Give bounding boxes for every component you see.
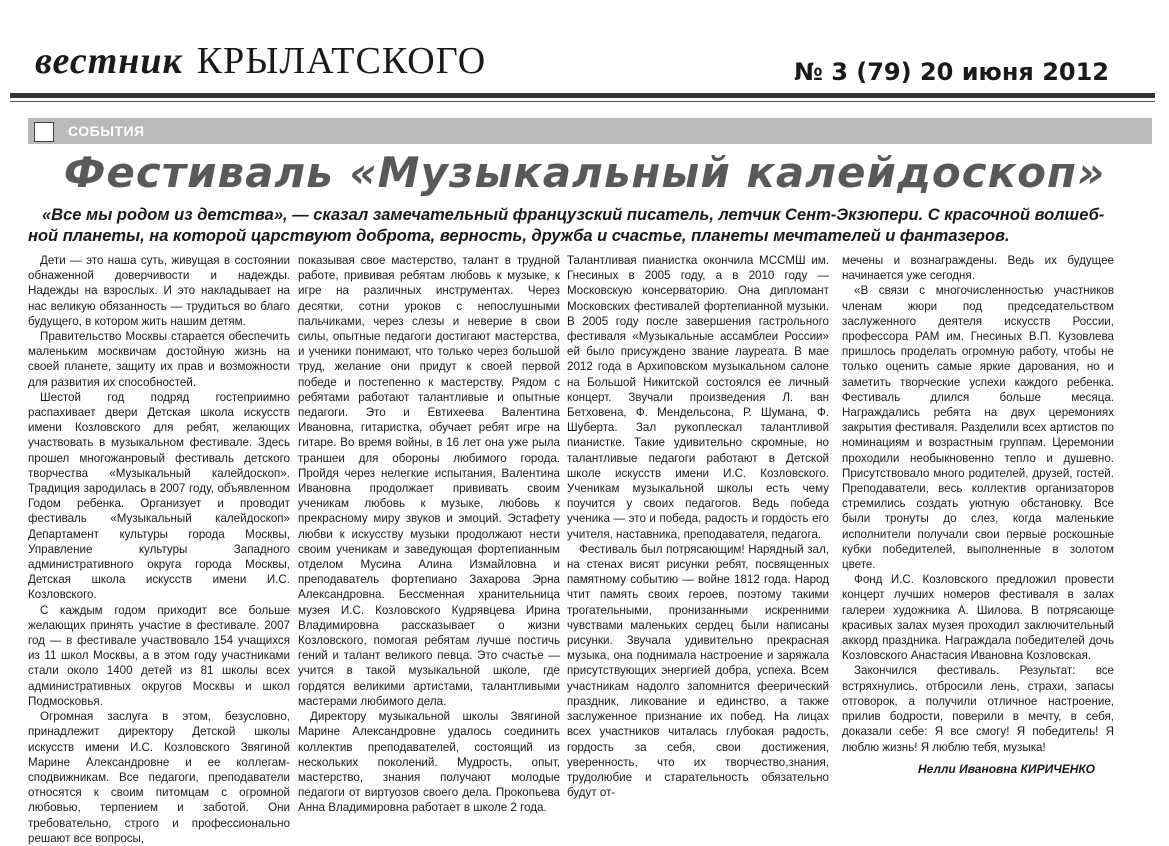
article-column-3 [567,253,829,813]
paragraph: «В связи с многочисленностью участников членам жюри под председательством заслуженного деятеля искусств России, профессора РАМ им. Гнесиных В.П. Кузовлева пришлось проделать огромную работу, чтобы не только оценить самые яркие дарования, но и заметить творческие успехи каждого ребенка. Фестиваль длился больше месяца. Награждались ребята на двух церемониях закрытия фестиваля. Разделили всех артистов по номинациям и возрастным группам. Церемонии проходили необыкновенно тепло и душевно. Присутствовало много родителей, друзей, гостей. Преподаватели, весь коллектив организаторов стремились создать уютную обстановку. Все были тронуты до слез, когда маленькие исполнители получали свои первые роскошные кубки победителей, выполненные в золотом цвете. [842,284,1114,572]
article-column-4 [842,253,1114,813]
paragraph: Огромная заслуга в этом, безусловно, принадлежит директору Детской школы искусств имени И.С. Козловского Звягиной Марине Александровне и ее коллегам-сподвижникам. Все педагоги, преподаватели относятся к своим питомцам с огромной любовью, терпением и заботой. Они требовательно, строго и профессионально решают все вопросы, [28,710,290,845]
paragraph: С каждым годом приходит все больше желающих принять участие в фестивале. 2007 год — в фестивале участвовало 154 учащихся из 11 школ Москвы, а в этом году участниками стали около 1400 детей из 81 школы всех административных округов Москвы и школ Подмосковья. [28,603,290,708]
paragraph: Шестой год подряд гостеприимно распахивает двери Детская школа искусств имени Козловского для ребят, желающих участвовать в музыкальном фестивале. Здесь прошел многожанровый фестиваль детского творчества «Музыкальный калейдоскоп». Традиция зародилась в 2007 году, объявленном Годом ребенка. Организует и проводит фестиваль «Музыкальный калейдоскоп» Департамент культуры города Москвы, Управление культуры Западного административного округа города Москвы, Детская школа искусств имени И.С. Козловского. [28,390,290,602]
article-headline: Фестиваль «Музыкальный калейдоскоп» [63,148,1106,197]
author-signature: Нелли Ивановна КИРИЧЕНКО [918,762,1095,776]
paragraph: Фонд И.С. Козловского предложил провести концерт лучших номеров фестиваля в залах галереи художника А. Шилова. В потрясающе красивых залах музея проходил заключительный аккорд праздника. Награждала победителей дочь Козловского Анастасия Ивановна Козловская. [842,573,1114,663]
paragraph: Закончился фестиваль. Результат: все встряхнулись, отбросили лень, страхи, запасы отговорок, а получили отличное настроение, прилив бодрости, поверили в мечту, в себя, доказали себе: Я все смогу! Я победитель! Я люблю жизнь! Я люблю тебя, музыка! [842,664,1114,754]
section-square-icon [34,122,54,142]
lead-line: ной планеты, на которой царствуют доброта, верность, дружба и счастье, планеты мечтателей и фантазеров. [28,227,1010,245]
article-lead [28,205,1148,247]
masthead-rule-thick [10,93,1155,98]
section-bar [28,118,1152,144]
masthead-rule-thin [10,101,1155,102]
paragraph: мечены и вознаграждены. Ведь их будущее начинается уже сегодня. [842,254,1114,283]
paragraph: Правительство Москвы старается обеспечить маленьким москвичам достойную жизнь на своей планете, защиту их прав и возможности для развития их способностей. [28,330,290,389]
newspaper-title-italic: вестник [35,40,183,82]
paragraph: Талантливая пианистка окончила МССМШ им. Гнесиных в 2005 году, а в 2010 году — Московскую консерваторию. Она дипломант Московских фестивалей фортепианной музыки. В 2005 году после завершения гастрольного фестиваля «Музыкальные ассамблеи России» ей было присуждено звание лауреата. В мае 2012 года в Архиповском музыкальном салоне на Большой Никитской состоялся ее личный концерт. Звучали произведения Л. ван Бетховена, Ф. Мендельсона, Р. Шумана, Ф. Шуберта. Зал рукоплескал талантливой пианистке. Такие удивительно скромные, но талантливые педагоги работают в Детской школе искусств имени И.С. Козловского. Ученикам музыкальной школы есть чему поучится у своих педагогов. Ведь победа ученика — это и победа, радость и гордость его учителя, наставника, преподавателя, педагога. [567,254,829,541]
paragraph: показывая свое мастерство, талант в трудной работе, прививая ребятам любовь к музыке, к игре на различных инструментах. Через десятки, сотни уроков с непослушными пальчиками, через слезы и неверие в свои силы, опытные педагоги достигают мастерства, и ученики понимают, что только через большой труд, желание они придут к своей первой победе и постепенно к мастерству. Рядом с ребятами работают талантливые и опытные педагоги. Это и Евтихеева Валентина Ивановна, гитаристка, обучает ребят игре на гитаре. Во время войны, в 16 лет она уже рыла траншеи для обороны любимого города. Пройдя через нелегкие испытания, Валентина Ивановна продолжает прививать своим ученикам любовь к музыке, любовь к прекрасному миру звуков и эмоций. Эстафету любви к искусству музыки продолжают нести своим ученикам и заведующая фортепианным отделом Мусина Алина Измайловна и преподаватель фортепиано Захарова Эрна Александровна. Бессменная хранительница музея И.С. Козловского Кудрявцева Ирина Владимировна рассказывает о жизни Козловского, помогая ребятам лучше постичь гений и талант великого певца. Это счастье — учится в такой музыкальной школе, где гордятся великими артистами, талантливыми мастерами любимого дела. [298,254,560,708]
paragraph: Дети — это наша суть, живущая в состоянии обнаженной доверчивости и надежды. Надежды на взрослых. И это накладывает на нас великую обязанность — трудиться во благо будущего, в котором жить нашим детям. [28,254,290,328]
article-column-2 [298,253,560,813]
paragraph: Фестиваль был потрясающим! Нарядный зал, на стенах висят рисунки ребят, посвященных памятному событию — войне 1812 года. Народ чтит память своих героев, поэтому такими трогательными, пронизанными искренними чувствами маленьких сердец были написаны рисунки. Звучала удивительно прекрасная музыка, она поднимала настроение и заряжала присутствующих энергией добра, успеха. Всем участникам надолго запомнится феерический праздник, ликование и единство, а также заслуженное признание их побед. На лицах всех участников читалась глубокая радость, гордость за себя, свои достижения, уверенность, что их творчество,знания, трудолюбие и старательность обязательно будут от- [567,542,829,800]
paragraph: Директору музыкальной школы Звягиной Марине Александровне удалось соединить коллектив преподавателей, состоящий из нескольких поколений. Мудрость, опыт, мастерство, знания получают молодые педагоги от виртуозов своего дела. Прокопьева Анна Владимировна работает в школе 2 года. [298,710,560,815]
newspaper-title-caps: КРЫЛАТСКОГО [196,40,487,82]
lead-line: «Все мы родом из детства», — сказал замечательный французский писатель, летчик Сент-Экзюпери. С красочной волшеб- [42,206,1105,224]
section-label: СОБЫТИЯ [68,123,145,139]
article-column-1 [28,253,290,845]
masthead [0,0,1169,100]
issue-number-date: № 3 (79) 20 июня 2012 [793,58,1109,86]
newspaper-title [35,42,486,80]
